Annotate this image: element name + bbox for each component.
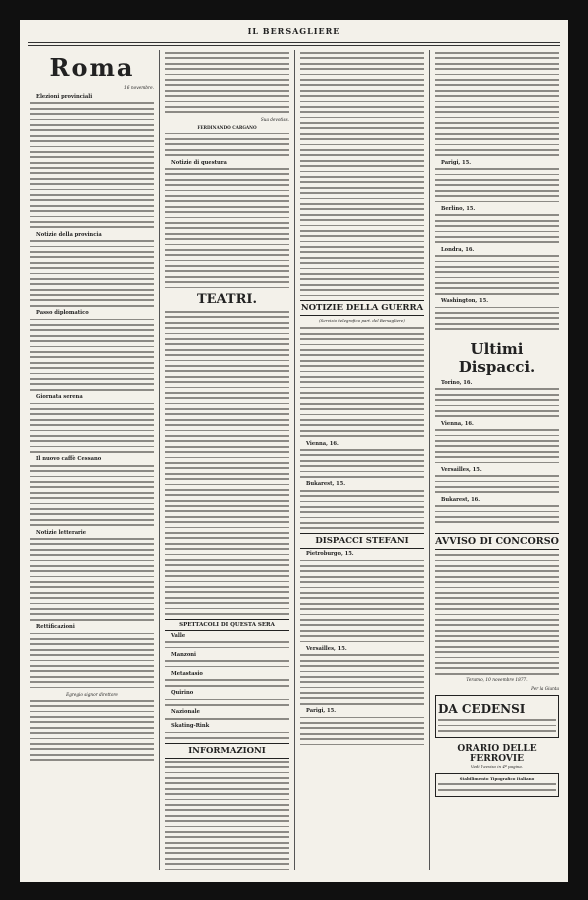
- text-block: [435, 388, 559, 417]
- text-block: [165, 133, 289, 156]
- text-block: [435, 475, 559, 493]
- listing-item: Skating-Rink: [171, 723, 210, 730]
- dateline: Versailles, 15.: [306, 645, 347, 652]
- listing-item: Valle: [171, 632, 186, 639]
- printer-name: Stabilimento Tipografico Italiano: [459, 776, 535, 782]
- article-heading: Il nuovo caffè Cessano: [36, 456, 102, 463]
- text-block: [165, 52, 289, 113]
- article-heading: Elezioni provinciali: [36, 94, 93, 100]
- text-block: [30, 538, 154, 621]
- text-block: [165, 168, 289, 288]
- masthead: IL BERSAGLIERE: [247, 26, 341, 36]
- column-rule: [159, 50, 160, 870]
- article-heading: Notizie della provincia: [36, 231, 102, 238]
- article-heading: Rettificazioni: [36, 624, 75, 631]
- text-block: [30, 240, 154, 306]
- column-3: [300, 50, 424, 870]
- text-block: [165, 732, 289, 739]
- listing-item: Manzoni: [171, 651, 197, 658]
- text-block: [300, 327, 424, 437]
- article-heading: Notizie letterarie: [36, 529, 87, 536]
- section-title-orario: ORARIO DELLE FERROVIE: [457, 744, 537, 765]
- text-block: [438, 783, 556, 790]
- text-block: [165, 699, 289, 706]
- text-block: [165, 761, 289, 870]
- text-block: [165, 679, 289, 686]
- text-block: [300, 654, 424, 704]
- text-block: [438, 719, 556, 732]
- dateline: Londra, 16.: [441, 246, 475, 253]
- text-block: [165, 660, 289, 667]
- text-block: [435, 505, 559, 523]
- advertisement-title: DA CEDENSI: [438, 702, 526, 717]
- text-block: [300, 52, 424, 296]
- text-block: [300, 717, 424, 746]
- article-heading: Giornata serena: [36, 394, 83, 401]
- text-block: [435, 554, 559, 674]
- column-1: [30, 50, 154, 870]
- printer-box: [435, 773, 559, 797]
- listing-item: Nazionale: [171, 709, 200, 716]
- column-rule: [429, 50, 430, 870]
- text-block: [165, 718, 289, 720]
- section-title-dispacci: DISPACCI STEFANI: [300, 533, 424, 549]
- section-subtitle: (Servizio telegrafico part. del Bersagliere): [319, 318, 405, 324]
- dateline: Berlino, 15.: [441, 205, 476, 212]
- dateline: Parigi, 15.: [441, 159, 472, 166]
- dateline: Vienna, 16.: [441, 420, 474, 427]
- dateline: Vienna, 16.: [306, 440, 339, 447]
- text-block: [435, 52, 559, 156]
- text-block: [30, 403, 154, 453]
- letter-signature: FERDINANDO CARGANO: [197, 124, 257, 130]
- section-title-spettacoli: SPETTACOLI DI QUESTA SERA: [165, 619, 289, 631]
- text-block: [435, 307, 559, 330]
- text-block: [435, 429, 559, 463]
- dateline: Washington, 15.: [441, 298, 489, 305]
- text-block: [300, 449, 424, 478]
- section-title-informazioni: INFORMAZIONI: [165, 743, 289, 759]
- newspaper-page: [20, 20, 568, 882]
- dateline: Bukarest, 15.: [306, 481, 346, 488]
- dateline: Parigi, 15.: [306, 708, 337, 715]
- text-block: [300, 560, 424, 643]
- section-title-ultimi: Ultimi Dispacci.: [458, 340, 536, 376]
- column-4: [435, 50, 559, 870]
- signoff: Egregio signor direttore: [66, 691, 118, 697]
- date-line: 16 novembre.: [124, 86, 154, 91]
- dateline: Bukarest, 16.: [441, 496, 481, 503]
- text-block: [30, 633, 154, 689]
- section-title-teatri: TEATRI.: [196, 292, 258, 308]
- section-subtitle: Vedi l'avviso in 4ª pagina.: [470, 764, 524, 770]
- text-block: [435, 168, 559, 202]
- listing-item: Metastasio: [171, 671, 203, 678]
- letter-closing: Sua devotiss.: [260, 116, 289, 122]
- text-block: [435, 255, 559, 295]
- listing-item: Quirino: [171, 690, 194, 697]
- column-rule: [294, 50, 295, 870]
- article-heading: Notizie di questura: [171, 159, 227, 166]
- section-title-guerra: NOTIZIE DELLA GUERRA: [300, 300, 424, 316]
- text-block: [165, 311, 289, 615]
- text-block: [435, 214, 559, 243]
- column-2: [165, 50, 289, 870]
- text-block: [30, 700, 154, 761]
- section-title-roma: Roma: [49, 53, 135, 82]
- text-block: [30, 102, 154, 228]
- text-block: [30, 319, 154, 391]
- section-title-avviso: AVVISO DI CONCORSO: [435, 533, 559, 550]
- avviso-date: Teramo, 10 novembre 1877.: [466, 678, 528, 684]
- text-block: [165, 641, 289, 648]
- text-block: [300, 490, 424, 530]
- masthead-rule: [28, 42, 560, 46]
- text-block: [30, 465, 154, 526]
- dateline: Versailles, 15.: [441, 466, 482, 473]
- article-heading: Passo diplomatico: [36, 310, 89, 317]
- avviso-signature: Per la Giunta: [531, 686, 559, 692]
- dateline: Torino, 16.: [441, 380, 473, 386]
- advertisement-box: [435, 695, 559, 738]
- dateline: Pietroburgo, 15.: [306, 551, 354, 558]
